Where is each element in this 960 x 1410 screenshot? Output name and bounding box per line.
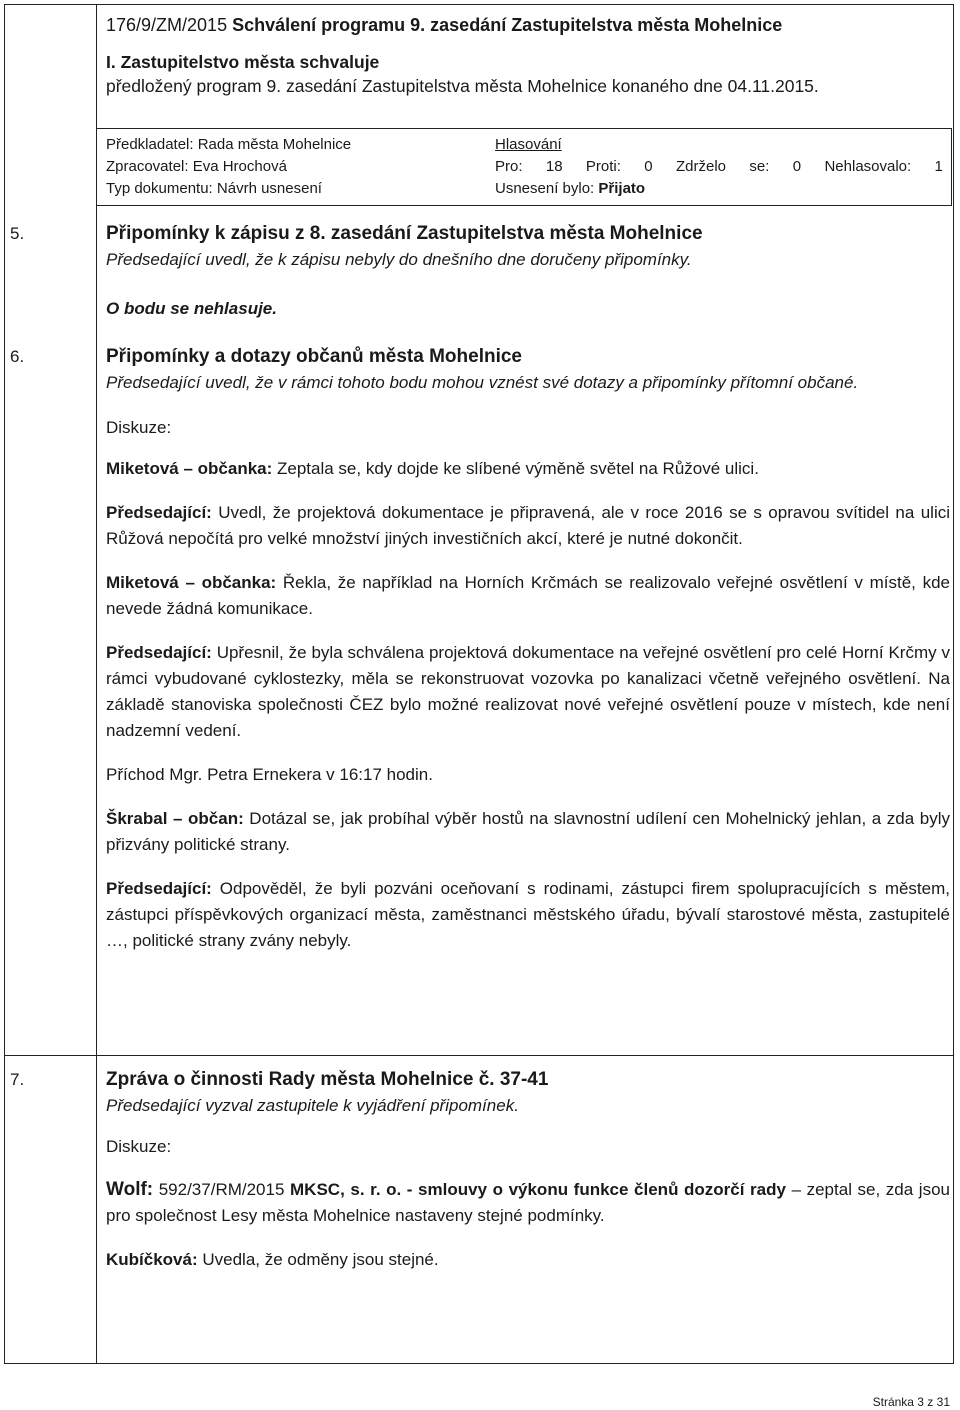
pro-label: Pro: [495, 158, 523, 175]
zdrzelo-label: Zdrželo [676, 158, 727, 175]
se-label: se: [749, 158, 770, 175]
speaker-text: Uvedl, že projektová dokumentace je připravená, ale v roce 2016 se s opravou svítidel na ulici Růžová nepočítá pro velké množství jiných investičních akcí, které je nutné dokončit. [106, 503, 950, 548]
resolution-body [106, 50, 950, 98]
discussion-entry [106, 456, 950, 482]
speaker-text: Řekla, že například na Horních Krčmách se realizovalo veřejné osvětlení v místě, kde nevede žádná komunikace. [106, 573, 950, 618]
resolution-text: předložený program 9. zasedání Zastupitelstva města Mohelnice konaného dne 04.11.2015. [106, 76, 819, 96]
vote-counts [495, 156, 943, 178]
speaker-label: Miketová – občanka: [106, 573, 277, 592]
usneseni-label: Usnesení bylo: [495, 180, 595, 197]
resolution-number: 176/9/ZM/2015 [106, 15, 228, 35]
proti-count: 0 [644, 158, 653, 175]
section-7 [106, 1067, 950, 1273]
speaker-label: Předsedající: [106, 643, 212, 662]
discussion-entry [106, 570, 950, 622]
section-7-text: Předsedající vyzval zastupitele k vyjádření připomínek. [106, 1096, 519, 1115]
section-7-title: Zpráva o činnosti Rady města Mohelnice č. 37-41 [106, 1069, 549, 1090]
page-number: Stránka 3 z 31 [872, 1395, 950, 1409]
section-number-5: 5. [10, 224, 25, 243]
number-column-divider [96, 4, 97, 1364]
document-info [106, 134, 466, 200]
discussion-entry [106, 1247, 950, 1273]
zdrzelo-count: 0 [792, 158, 802, 175]
section-number-7: 7. [10, 1070, 25, 1089]
section-5 [106, 221, 950, 319]
arrival-note: Příchod Mgr. Petra Ernekera v 16:17 hodin. [106, 765, 433, 784]
section-6 [106, 344, 950, 954]
section-5-title: Připomínky k zápisu z 8. zasedání Zastupitelstva města Mohelnice [106, 223, 703, 244]
pro-count: 18 [545, 158, 563, 175]
discussion-entry [106, 876, 950, 954]
speaker-label: Škrabal – občan: [106, 809, 244, 828]
speaker-text: Odpověděl, že byli pozváni oceňovaní s rodinami, zástupci firem spolupracujících s městem, zástupci příspěvkových organizací města, zaměstnanci městského úřadu, bývalí starostové města, zastupitelé …, politické strany zvány nebyly. [106, 879, 950, 950]
section-number-6: 6. [10, 347, 25, 366]
resolution-bold-line: I. Zastupitelstvo města schvaluje [106, 52, 380, 72]
speaker-label: Předsedající: [106, 503, 212, 522]
discussion-entry [106, 500, 950, 552]
nehlasovalo-label: Nehlasovalo: [824, 158, 912, 175]
usneseni-status [495, 178, 943, 200]
voting-result [495, 134, 943, 200]
section-6-text: Předsedající uvedl, že v rámci tohoto bodu mohou vznést své dotazy a připomínky přítomní občané. [106, 373, 859, 392]
speaker-text: – zeptal se, zda jsou pro společnost Lesy města Mohelnice nastaveny stejné podmínky. [106, 1180, 950, 1225]
speaker-text: Upřesnil, že byla schválena projektová dokumentace na veřejné osvětlení pro celé Horní Krčmy v rámci vybudované cyklostezky, měla se rekonstruovat vozovka po kanalizaci včetně veřejného osvětlení. Na základě stanoviska společnosti ČEZ bylo možné realizovat nové veřejné osvětlení pouze v místech, kde není nadzemní vedení. [106, 643, 950, 740]
speaker-label: Miketová – občanka: [106, 459, 273, 478]
resolution-ref: 592/37/RM/2015 [153, 1180, 291, 1199]
section-6-diskuze: Diskuze: [106, 418, 172, 437]
speaker-label: Wolf: [106, 1179, 154, 1200]
discussion-entry [106, 1177, 950, 1229]
section-7-diskuze: Diskuze: [106, 1137, 172, 1156]
resolution-subject: MKSC, s. r. o. - smlouvy o výkonu funkce členů dozorčí rady [290, 1180, 786, 1199]
discussion-entry [106, 640, 950, 744]
discussion-entry [106, 806, 950, 858]
usneseni-value: Přijato [598, 180, 646, 197]
proti-label: Proti: [585, 158, 621, 175]
zpracovatel: Zpracovatel: Eva Hrochová [106, 158, 287, 175]
section-5-note: O bodu se nehlasuje. [106, 299, 277, 318]
speaker-text: Zeptala se, kdy dojde ke slíbené výměně světel na Růžové ulici. [272, 459, 759, 478]
resolution-title: Schválení programu 9. zasedání Zastupitelstva města Mohelnice [232, 15, 783, 35]
section-5-text: Předsedající uvedl, že k zápisu nebyly do dnešního dne doručeny připomínky. [106, 250, 692, 269]
speaker-text: Uvedla, že odměny jsou stejné. [197, 1250, 439, 1269]
speaker-label: Předsedající: [106, 879, 212, 898]
resolution-header [106, 12, 950, 98]
nehlasovalo-count: 1 [934, 158, 943, 175]
speaker-text: Dotázal se, jak probíhal výběr hostů na slavnostní udílení cen Mohelnický jehlan, a zda byly přizvány politické strany. [106, 809, 950, 854]
typ-dokumentu: Typ dokumentu: Návrh usnesení [106, 180, 322, 197]
hlasovani-label: Hlasování [495, 136, 562, 153]
resolution-heading [106, 12, 950, 38]
predkladatel: Předkladatel: Rada města Mohelnice [106, 136, 352, 153]
voting-info-box [96, 128, 952, 206]
speaker-label: Kubíčková: [106, 1250, 198, 1269]
section-divider [4, 1055, 954, 1056]
section-6-title: Připomínky a dotazy občanů města Mohelnice [106, 346, 522, 367]
